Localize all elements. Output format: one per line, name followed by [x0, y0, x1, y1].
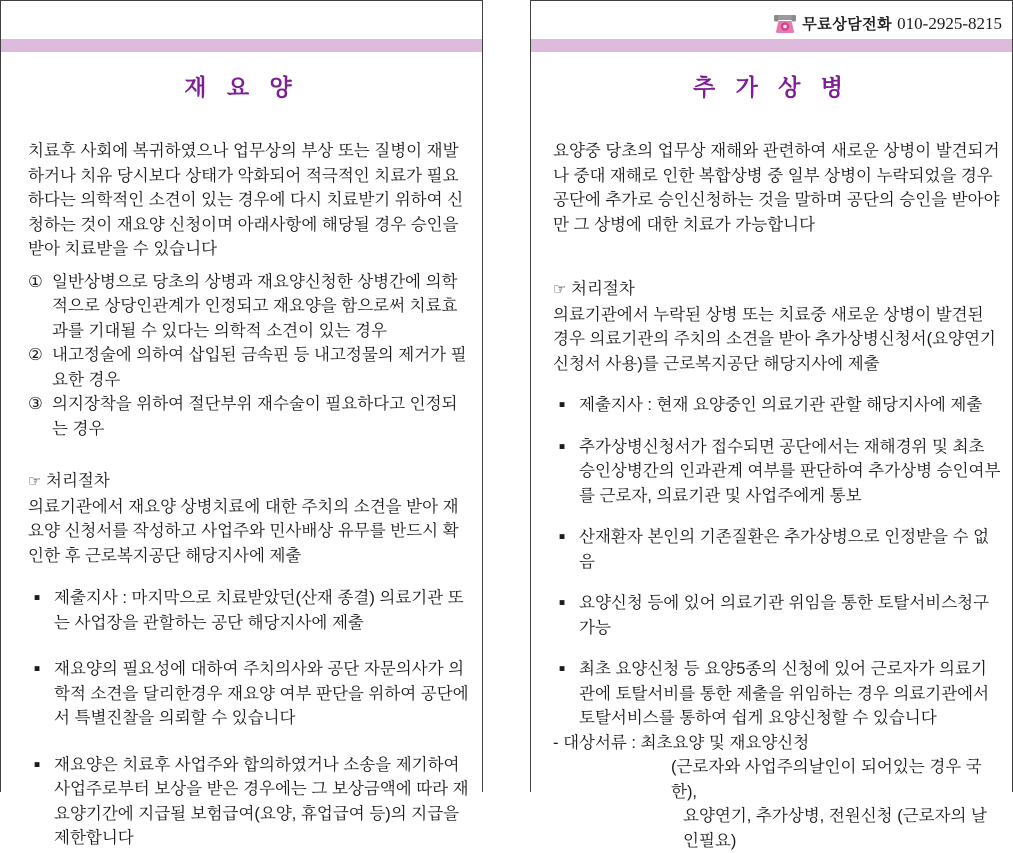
list-item-text: 요양신청 등에 있어 의료기관 위임을 통한 토탈서비스청구 가능 [579, 591, 1002, 640]
page-title-left: 재 요 양 [1, 69, 482, 102]
intro-paragraph: 치료후 사회에 복귀하였으나 업무상의 부상 또는 질병이 재발하거나 치유 당시보다 상태가 악화되어 적극적인 치료가 필요하다는 의학적인 소견이 있는 경우에 다시 치료받기 위하여 신청하는 것이 재요양 신청이며 아래사항에 해당될 경우 승인을 받아 치료받을 수 있습니다 [28, 139, 469, 262]
list-item-text: 제출지사 : 마지막으로 치료받았던(산재 종결) 의료기관 또는 사업장을 관할하는 공단 해당지사에 제출 [54, 586, 469, 635]
page-title-right: 추 가 상 병 [531, 69, 1012, 102]
list-item-text: 제출지사 : 현재 요양중인 의료기관 관할 해당지사에 제출 [579, 393, 1002, 418]
list-item-text: 재요양은 치료후 사업주와 합의하였거나 소송을 제기하여 사업주로부터 보상을 받은 경우에는 그 보상금액에 따라 재요양기간에 지급될 보험급여(요양, 휴업급여 등)의 지급을 제한합니다 [54, 753, 469, 851]
procedure-paragraph: 의료기관에서 재요양 상병치료에 대한 주치의 소견을 받아 재요양 신청서를 작성하고 사업주와 민사배상 유무를 반드시 확인한 후 근로복지공단 해당지사에 제출 [28, 495, 469, 569]
list-item-text: 산재환자 본인의 기존질환은 추가상병으로 인정받을 수 없음 [579, 525, 1002, 574]
right-page [530, 0, 1013, 792]
list-item [553, 591, 1002, 640]
square-bullet-icon: ■ [559, 658, 579, 732]
target-documents-line: - 대상서류 : 최초요양 및 재요양신청 [553, 731, 1002, 756]
pointing-hand-icon: ☞ [553, 281, 566, 298]
list-item-text: 재요양의 필요성에 대하여 주치의사와 공단 자문의사가 의학적 소견을 달리한경우 재요양 여부 판단을 위하여 공단에서 특별진찰을 의뢰할 수 있습니다 [54, 657, 469, 731]
list-item [553, 435, 1002, 509]
list-item-text: 의지장착을 위하여 절단부위 재수술이 필요하다고 인정되는 경우 [52, 392, 469, 441]
list-item [28, 657, 469, 731]
procedure-paragraph: 의료기관에서 누락된 상병 또는 치료중 새로운 상병이 발견된 경우 의료기관의 주치의 소견을 받아 추가상병신청서(요양연기신청서 사용)를 근로복지공단 해당지사에 제출 [553, 303, 1002, 377]
list-item-text: 내고정술에 의하여 삽입된 금속핀 등 내고정물의 제거가 필요한 경우 [52, 343, 469, 392]
target-documents-note [553, 731, 1002, 853]
accent-bar [1, 39, 482, 52]
phone-icon [773, 14, 797, 34]
left-page-body [28, 129, 469, 792]
list-item [28, 586, 469, 635]
square-bullet-icon: ■ [559, 435, 579, 509]
bullet-list [553, 393, 1002, 731]
square-bullet-icon: ■ [34, 753, 54, 851]
bullet-list [28, 586, 469, 851]
target-documents-line: 요양연기, 추가상병, 전원신청 (근로자의 날인필요) [553, 804, 1002, 853]
free-consultation-phone [773, 13, 1002, 34]
pointing-hand-icon: ☞ [28, 473, 41, 490]
list-item [553, 525, 1002, 574]
phone-number: 010-2925-8215 [897, 14, 1002, 34]
square-bullet-icon: ■ [559, 394, 579, 419]
circled-number-icon: ② [28, 343, 52, 392]
list-item [553, 657, 1002, 731]
square-bullet-icon: ■ [34, 587, 54, 636]
numbered-list [28, 270, 469, 442]
circled-number-icon: ③ [28, 392, 52, 441]
circled-number-icon: ① [28, 270, 52, 344]
list-item-text: 추가상병신청서가 접수되면 공단에서는 재해경위 및 최초 승인상병간의 인과관계 여부를 판단하여 추가상병 승인여부를 근로자, 의료기관 및 사업주에게 통보 [579, 435, 1002, 509]
intro-paragraph: 요양중 당초의 업무상 재해와 관련하여 새로운 상병이 발견되거나 중대 재해로 인한 복합상병 중 일부 상병이 누락되었을 경우 공단에 추가로 승인신청하는 것을 말하며 공단의 승인을 받아야만 그 상병에 대한 치료가 가능합니다 [553, 139, 1002, 237]
procedure-heading-label: 처리절차 [571, 280, 635, 298]
accent-bar [531, 39, 1012, 52]
list-item [553, 393, 1002, 418]
procedure-heading [553, 277, 1002, 303]
square-bullet-icon: ■ [559, 592, 579, 641]
right-page-body [553, 129, 1002, 792]
procedure-heading [28, 469, 469, 495]
list-item-text: 일반상병으로 당초의 상병과 재요양신청한 상병간에 의학적으로 상당인관계가 인정되고 재요양을 함으로써 치료효과를 기대될 수 있다는 의학적 소견이 있는 경우 [52, 270, 469, 344]
procedure-heading-label: 처리절차 [46, 472, 110, 490]
list-item-text: 최초 요양신청 등 요양5종의 신청에 있어 근로자가 의료기관에 토탈서비를 통한 제출을 위임하는 경우 의료기관에서 토탈서비스를 통하여 쉽게 요양신청할 수 있습니다 [579, 657, 1002, 731]
list-item [28, 753, 469, 851]
list-item [28, 392, 469, 441]
square-bullet-icon: ■ [34, 658, 54, 732]
list-item [28, 270, 469, 344]
target-documents-line: (근로자와 사업주의날인이 되어있는 경우 국한), [553, 755, 1002, 804]
square-bullet-icon: ■ [559, 526, 579, 575]
phone-label: 무료상담전화 [802, 13, 892, 34]
list-item [28, 343, 469, 392]
left-page [0, 0, 483, 792]
